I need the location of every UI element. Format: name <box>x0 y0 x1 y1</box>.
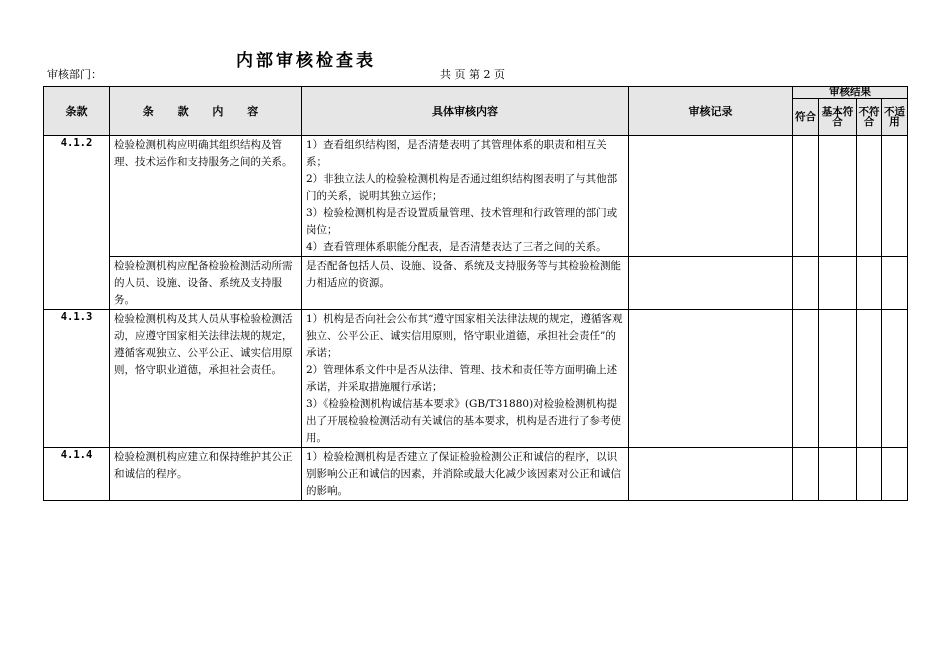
result-na-cell[interactable] <box>882 310 908 448</box>
clause-content: 检验检测机构应配备检验检测活动所需的人员、设施、设备、系统及支持服务。 <box>110 257 302 310</box>
department-label: 审核部门： <box>47 68 102 81</box>
result-basic-cell[interactable] <box>819 257 857 310</box>
audit-item: 3）检验检测机构是否设置质量管理、技术管理和行政管理的部门或岗位； <box>306 207 618 236</box>
col-header-not-applicable: 不适用 <box>882 99 908 136</box>
clause-number: 4.1.3 <box>44 310 110 448</box>
audit-record-cell[interactable] <box>629 257 793 310</box>
result-conform-cell[interactable] <box>793 257 819 310</box>
col-header-nonconform: 不符合 <box>857 99 882 136</box>
clause-content: 检验检测机构应建立和保持维护其公正和诚信的程序。 <box>110 448 302 501</box>
audit-record-cell[interactable] <box>629 310 793 448</box>
result-nonconform-cell[interactable] <box>857 257 882 310</box>
result-basic-cell[interactable] <box>819 310 857 448</box>
result-nonconform-cell[interactable] <box>857 136 882 257</box>
table-row <box>44 136 908 257</box>
col-header-conform: 符合 <box>793 99 819 136</box>
audit-item: 1）检验检测机构是否建立了保证检验检测公正和诚信的程序，以识别影响公正和诚信的因素，并消除或最大化减少该因素对公正和诚信的影响。 <box>306 451 621 497</box>
col-header-clause-content: 条 款 内 容 <box>110 87 302 136</box>
audit-record-cell[interactable] <box>629 136 793 257</box>
audit-item: 2）非独立法人的检验检测机构是否通过组织结构图表明了与其他部门的关系，说明其独立运作； <box>306 173 618 202</box>
audit-item: 3）《检验检测机构诚信基本要求》(GB/T31880)对检验检测机构提出了开展检验检测活动有关诚信的基本要求，机构是否进行了参考使用。 <box>306 398 621 444</box>
audit-checklist-table <box>43 86 908 501</box>
clause-number: 4.1.4 <box>44 448 110 501</box>
result-basic-cell[interactable] <box>819 448 857 501</box>
result-conform-cell[interactable] <box>793 448 819 501</box>
result-conform-cell[interactable] <box>793 310 819 448</box>
audit-content <box>302 310 629 448</box>
result-na-cell[interactable] <box>882 448 908 501</box>
col-header-audit-record: 审核记录 <box>629 87 793 136</box>
audit-content <box>302 448 629 501</box>
table-row <box>44 448 908 501</box>
audit-item: 是否配备包括人员、设施、设备、系统及支持服务等与其检验检测能力相适应的资源。 <box>306 260 621 289</box>
result-nonconform-cell[interactable] <box>857 448 882 501</box>
result-basic-cell[interactable] <box>819 136 857 257</box>
col-header-result-group: 审核结果 <box>793 87 908 99</box>
page-title: 内部审核检查表 <box>236 51 376 71</box>
col-header-clause: 条款 <box>44 87 110 136</box>
result-nonconform-cell[interactable] <box>857 310 882 448</box>
col-header-basic-conform: 基本符合 <box>819 99 857 136</box>
result-conform-cell[interactable] <box>793 136 819 257</box>
table-row <box>44 310 908 448</box>
audit-item: 4）查看管理体系职能分配表，是否清楚表达了三者之间的关系。 <box>306 241 607 253</box>
audit-record-cell[interactable] <box>629 448 793 501</box>
clause-content: 检验检测机构应明确其组织结构及管理、技术运作和支持服务之间的关系。 <box>110 136 302 257</box>
table-row <box>44 257 908 310</box>
audit-item: 1）查看组织结构图，是否清楚表明了其管理体系的职责和相互关系； <box>306 139 607 168</box>
clause-content: 检验检测机构及其人员从事检验检测活动，应遵守国家相关法律法规的规定，遵循客观独立、公平公正、诚实信用原则，恪守职业道德，承担社会责任。 <box>110 310 302 448</box>
clause-number: 4.1.2 <box>44 136 110 310</box>
audit-content <box>302 136 629 257</box>
page-info: 共 页 第 2 页 <box>440 68 505 81</box>
audit-item: 1）机构是否向社会公布其“遵守国家相关法律法规的规定，遵循客观独立、公平公正、诚实信用原则，恪守职业道德，承担社会责任”的承诺； <box>306 313 623 359</box>
audit-content <box>302 257 629 310</box>
col-header-audit-content: 具体审核内容 <box>302 87 629 136</box>
audit-item: 2）管理体系文件中是否从法律、管理、技术和责任等方面明确上述承诺，并采取措施履行承诺； <box>306 364 618 393</box>
result-na-cell[interactable] <box>882 257 908 310</box>
result-na-cell[interactable] <box>882 136 908 257</box>
